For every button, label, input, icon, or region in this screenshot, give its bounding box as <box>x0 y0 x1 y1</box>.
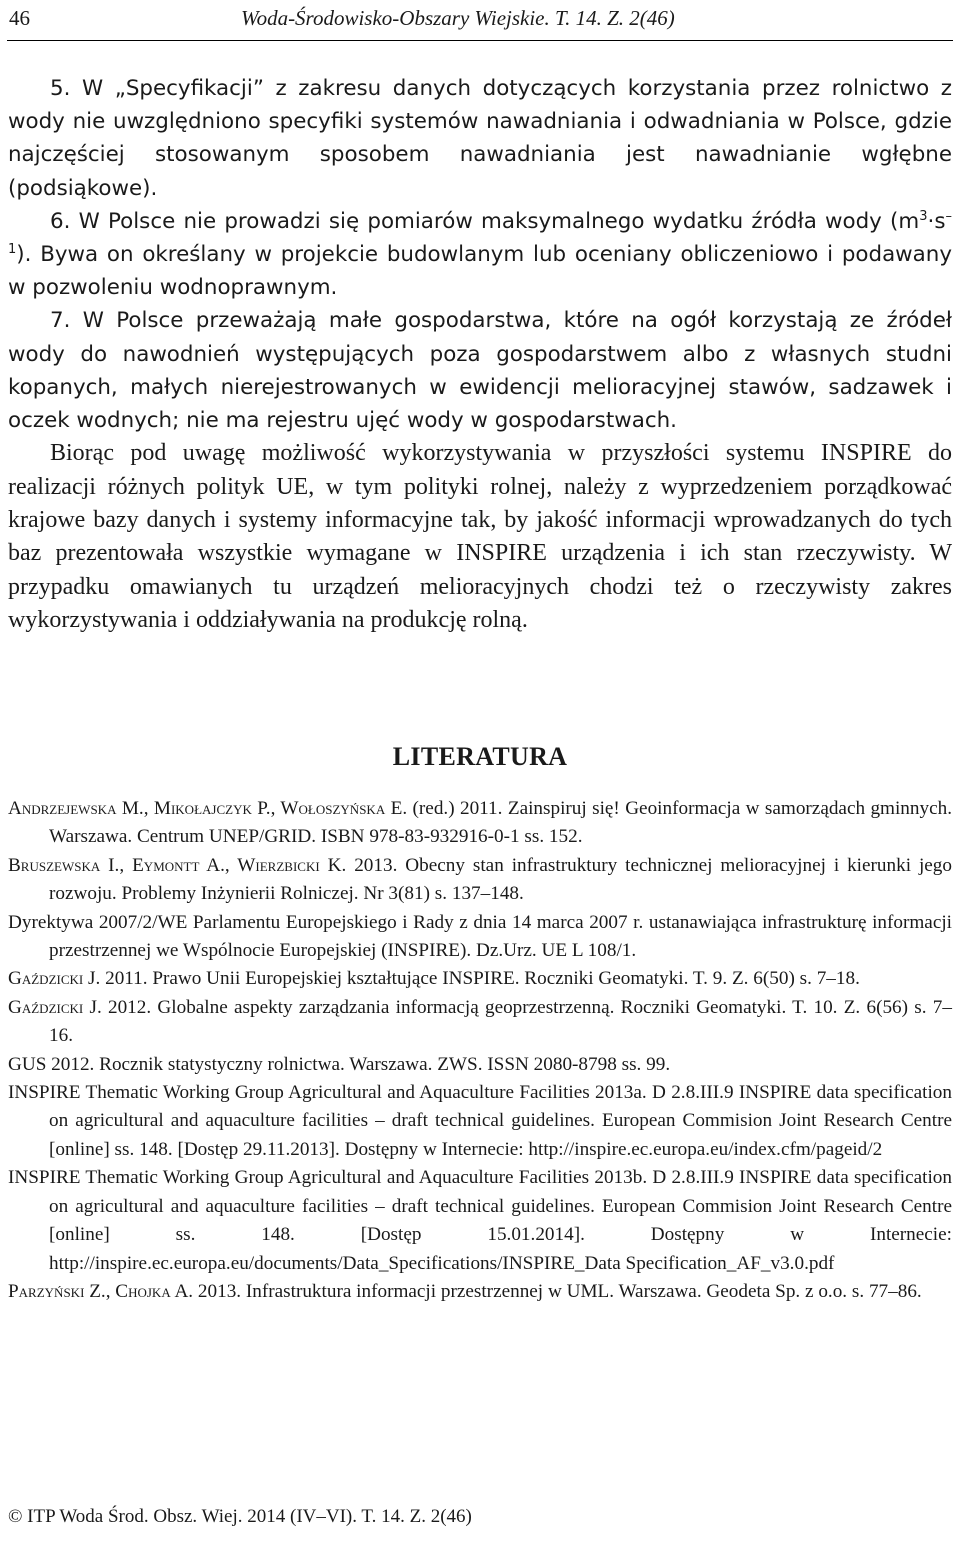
page-number: 46 <box>9 6 30 30</box>
reference-text: INSPIRE Thematic Working Group Agricultural and Aquaculture Facilities 2013a. D 2.8.III.9 INSPIRE data specification on agricultural and aquaculture facilities – draft technical guidelines. European Commision Joint Research Centre [online] ss. 148. [Dostęp 29.11.2013]. Dostępny w Internecie: http://inspire.ec.europa.eu/index.cfm/pageid/2 <box>8 1082 952 1160</box>
numbered-item-6 <box>8 205 952 305</box>
reference-text: 2012. Globalne aspekty zarządzania informacją geoprzestrzenną. Roczniki Geomatyki. T. 10. Z. 6(56) s. 7–16. <box>49 996 952 1047</box>
reference-authors: Gaździcki J. <box>8 968 101 990</box>
reference-authors: Parzyński Z., Chojka A. <box>8 1280 194 1302</box>
reference-item <box>8 1278 952 1306</box>
reference-authors: Andrzejewska M., Mikołajczyk P., Wołoszyńska E. <box>8 798 408 819</box>
reference-item <box>8 994 952 1051</box>
item-text: W Polsce przeważają małe gospodarstwa, które na ogół korzystają ze źródeł wody do nawodnień występujących poza gospodarstwem albo z własnych studni kopanych, małych nierejestrowanych w ewidencji melioracyjnej stawów, sadzawek i oczek wodnych; nie ma rejestru ujęć wody w gospodarstwach. <box>8 308 952 434</box>
page-header <box>9 6 951 36</box>
item-text: ). Bywa on określany w projekcie budowlanym lub oceniany obliczeniowo i podawany w pozwoleniu wodnoprawnym. <box>8 242 952 301</box>
reference-item <box>8 852 952 909</box>
item-text: ·s <box>927 208 946 234</box>
superscript: –1 <box>8 208 952 258</box>
reference-list <box>8 795 952 1306</box>
reference-text: INSPIRE Thematic Working Group Agricultural and Aquaculture Facilities 2013b. D 2.8.III.9 INSPIRE data specification on agricultural and aquaculture facilities – draft technical guidelines. European Commision Joint Research Centre [online] ss. 148. [Dostęp 15.01.2014]. Dostępny w Internecie: http://inspire.ec.europa.eu/documents/Data_Specifications/INSPIRE_Data Specification_AF_v3.0.pdf <box>8 1167 952 1274</box>
reference-item <box>8 909 952 966</box>
item-text: W „Specyfikacji” z zakresu danych dotyczących korzystania przez rolnictwo z wody nie uwzględniono specyfiki systemów nawadniania i odwadniania w Polsce, gdzie najczęściej stosowanym sposobem nawadniania jest nawadnianie wgłębne (podsiąkowe). <box>8 76 952 201</box>
reference-text: GUS 2012. Rocznik statystyczny rolnictwa. Warszawa. ZWS. ISSN 2080-8798 ss. 99. <box>8 1053 671 1075</box>
reference-text: 2013. Infrastruktura informacji przestrzennej w UML. Warszawa. Geodeta Sp. z o.o. s. 77–86. <box>193 1280 922 1302</box>
reference-authors: Gaździcki J. <box>8 996 102 1018</box>
reference-text: (red.) 2011. Zainspiruj się! Geoinformacja w samorządach gminnych. Warszawa. Centrum UNEP/GRID. ISBN 978-83-932916-0-1 ss. 152. <box>49 798 952 848</box>
item-text: W Polsce nie prowadzi się pomiarów maksymalnego wydatku źródła wody (m <box>78 208 920 234</box>
reference-item <box>8 795 952 852</box>
literature-heading: LITERATURA <box>392 742 568 771</box>
reference-text: Dyrektywa 2007/2/WE Parlamentu Europejskiego i Rady z dnia 14 marca 2007 r. ustanawiająca infrastrukturę informacji przestrzennej we Wspólnocie Europejskiej (INSPIRE). Dz.Urz. UE L 108/1. <box>8 911 952 962</box>
item-number: 6. <box>50 208 71 234</box>
reference-item <box>8 1079 952 1164</box>
reference-item <box>8 965 952 993</box>
header-rule <box>7 40 953 41</box>
item-number: 5. <box>50 76 71 101</box>
page-footer: © ITP Woda Środ. Obsz. Wiej. 2014 (IV–VI). T. 14. Z. 2(46) <box>8 1506 472 1527</box>
numbered-item-7 <box>8 304 952 437</box>
main-content <box>8 72 952 638</box>
numbered-item-5 <box>8 72 952 205</box>
item-number: 7. <box>50 308 71 334</box>
reference-item <box>8 1164 952 1278</box>
reference-text: 2011. Prawo Unii Europejskiej kształtujące INSPIRE. Roczniki Geomatyki. T. 9. Z. 6(50) s. 7–18. <box>100 968 860 990</box>
running-head: Woda-Środowisko-Obszary Wiejskie. T. 14. Z. 2(46) <box>241 6 675 30</box>
reference-text: 2013. Obecny stan infrastruktury technicznej melioracyjnej i kierunki jego rozwoju. Problemy Inżynierii Rolniczej. Nr 3(81) s. 137–148. <box>49 854 952 905</box>
reference-item <box>8 1051 952 1079</box>
body-paragraph: Biorąc pod uwagę możliwość wykorzystywania w przyszłości systemu INSPIRE do realizacji różnych polityk UE, w tym polityki rolnej, należy z wyprzedzeniem porządkować krajowe bazy danych i systemy informacyjne tak, by jakość informacji wprowadzanych do tych baz prezentowała wszystkie wymagane w INSPIRE urządzenia i ich stan rzeczywisty. W przypadku omawianych tu urządzeń melioracyjnych chodzi też o rzeczywisty zakres wykorzystywania i oddziaływania na produkcję rolną. <box>8 440 952 634</box>
superscript: 3 <box>919 208 928 224</box>
reference-authors: Bruszewska I., Eymontt A., Wierzbicki K. <box>8 854 347 876</box>
